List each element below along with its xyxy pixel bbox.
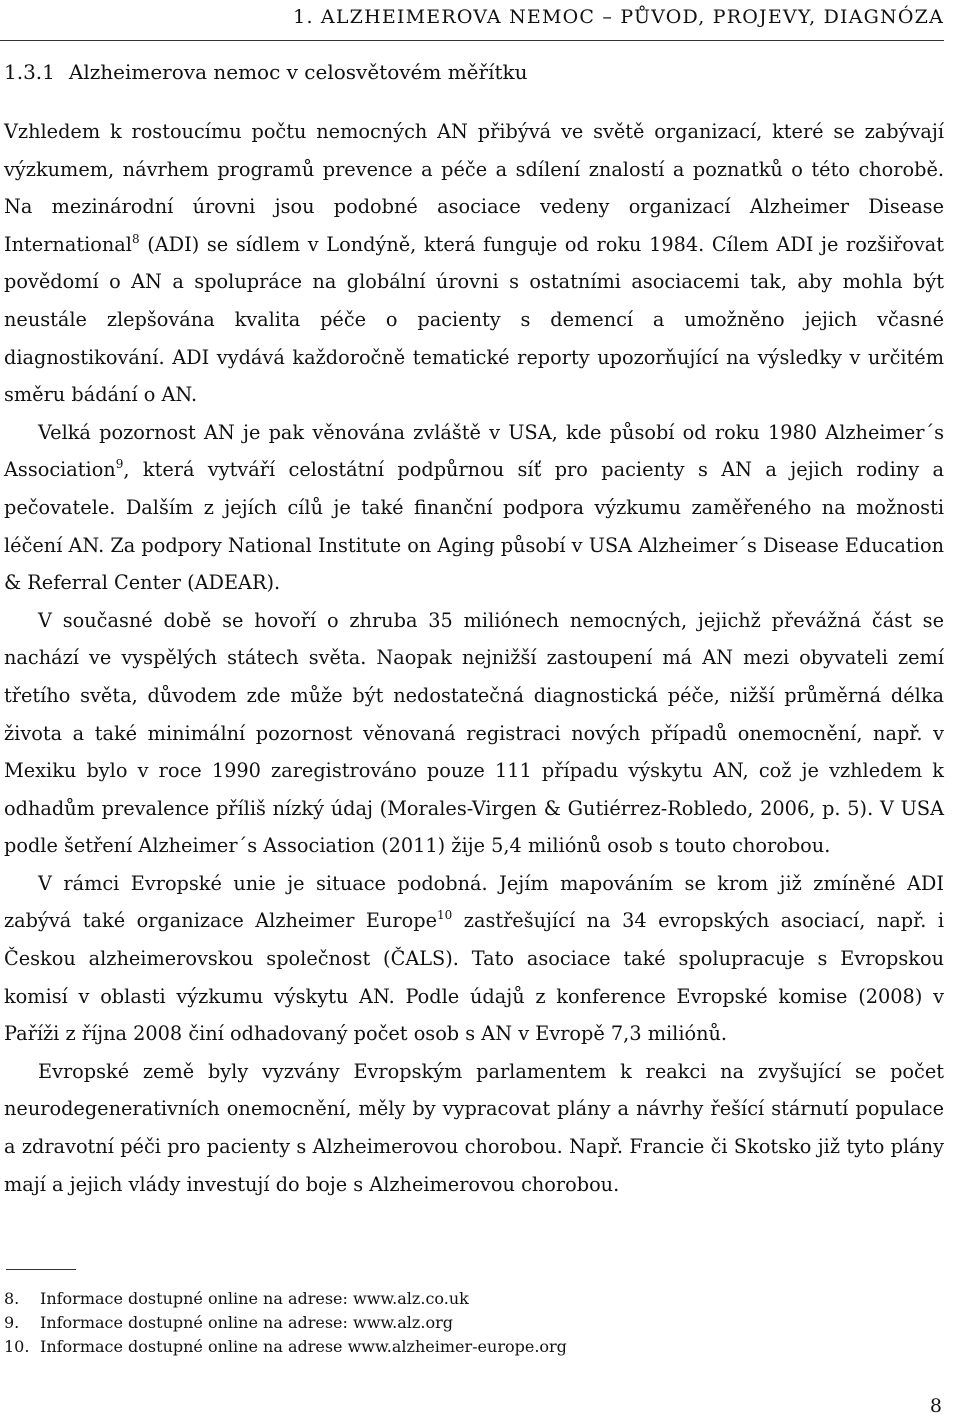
paragraph-2-part-2: , která vytváří celostátní podpůrnou síť pro pacienty s AN a jejich rodiny a pečovatele. Dalším z jejích cílů je také finanční podpora výzkumu zaměřeného na možnosti léčení AN. Za podpory National Institute on Aging působí v USA Alzheimer´s Disease Education & Referral Center (ADEAR). xyxy=(4,458,944,595)
body-text xyxy=(4,113,944,1203)
paragraph-1-part-1: Vzhledem k rostoucímu počtu nemocných AN přibývá ve světě organizací, které se zabývají výzkumem, návrhem programů prevence a péče a sdílení znalostí a poznatků o této chorobě. Na mezinárodní úrovni jsou podobné asociace vedeny organizací Alzheimer Disease International xyxy=(4,120,944,256)
section-title: Alzheimerova nemoc v celosvětovém měřítku xyxy=(68,60,528,84)
footnote-text: Informace dostupné online na adrese: www.alz.org xyxy=(40,1313,453,1332)
paragraph-4 xyxy=(4,865,944,1053)
paragraph-3: V současné době se hovoří o zhruba 35 miliónech nemocných, jejichž převážná část se nachází ve vyspělých státech světa. Naopak nejnižší zastoupení má AN mezi obyvateli zemí třetího světa, důvodem zde může být nedostatečná diagnostická péče, nižší průměrná délka života a také minimální pozornost věnovaná registraci nových případů onemocnění, např. v Mexiku bylo v roce 1990 zaregistrováno pouze 111 případu výskytu AN, což je vzhledem k odhadům prevalence příliš nízký údaj (Morales-Virgen & Gutiérrez-Robledo, 2006, p. 5). V USA podle šetření Alzheimer´s Association (2011) žije 5,4 miliónů osob s touto chorobou. xyxy=(4,608,944,858)
paragraph-2 xyxy=(4,414,944,602)
section-number: 1.3.1 xyxy=(4,60,55,84)
running-header xyxy=(0,4,944,41)
footnote-text: Informace dostupné online na adrese www.alzheimer-europe.org xyxy=(40,1337,567,1356)
section-heading xyxy=(4,60,528,84)
footnote-ref-9: 9 xyxy=(115,457,124,472)
footnote-ref-10: 10 xyxy=(437,908,453,923)
footnote-9 xyxy=(4,1311,904,1335)
page-number: 8 xyxy=(929,1395,942,1417)
footnote-10 xyxy=(4,1335,904,1359)
footnote-8 xyxy=(4,1287,904,1311)
paragraph-1-part-2: (ADI) se sídlem v Londýně, která funguje od roku 1984. Cílem ADI je rozšiřovat povědomí o AN a spolupráce na globální úrovni s ostatními asociacemi tak, aby mohla být neustále zlepšována kvalita péče o pacienty s demencí a umožněno jejich včasné diagnostikování. ADI vydává každoročně tematické reporty upozorňující na výsledky v určitém směru bádání o AN. xyxy=(4,232,944,407)
paragraph-4-part-1: V rámci Evropské unie je situace podobná. Jejím mapováním se krom již zmíněné ADI zabývá také organizace Alzheimer Europe xyxy=(4,871,944,933)
footnote-number: 9. xyxy=(4,1313,20,1332)
footnote-ref-8: 8 xyxy=(131,231,140,246)
paragraph-2-part-1: Velká pozornost AN je pak věnována zvláště v USA, kde působí od roku 1980 Alzheimer´s Association xyxy=(4,420,944,482)
footnote-number: 10. xyxy=(4,1337,30,1356)
footnote-divider xyxy=(6,1269,76,1270)
paragraph-1 xyxy=(4,113,944,414)
footnote-text: Informace dostupné online na adrese: www.alz.co.uk xyxy=(40,1289,469,1308)
paragraph-4-part-2: zastřešující na 34 evropských asociací, např. i Českou alzheimerovskou společnost (ČALS). Tato asociace také spolupracuje s Evropskou komisí v oblasti výzkumu výskytu AN. Podle údajů z konference Evropské komise (2008) v Paříži z října 2008 činí odhadovaný počet osob s AN v Evropě 7,3 miliónů. xyxy=(4,909,945,1046)
paragraph-5: Evropské země byly vyzvány Evropským parlamentem k reakci na zvyšující se počet neurodegenerativních onemocnění, měly by vypracovat plány a návrhy řešící stárnutí populace a zdravotní péči pro pacienty s Alzheimerovou chorobou. Např. Francie či Skotsko již tyto plány mají a jejich vlády investují do boje s Alzheimerovou chorobou. xyxy=(4,1059,944,1196)
footnote-number: 8. xyxy=(4,1289,20,1308)
footnotes xyxy=(4,1287,904,1359)
chapter-title: 1. ALZHEIMEROVA NEMOC – PŮVOD, PROJEVY, DIAGNÓZA xyxy=(293,6,944,28)
